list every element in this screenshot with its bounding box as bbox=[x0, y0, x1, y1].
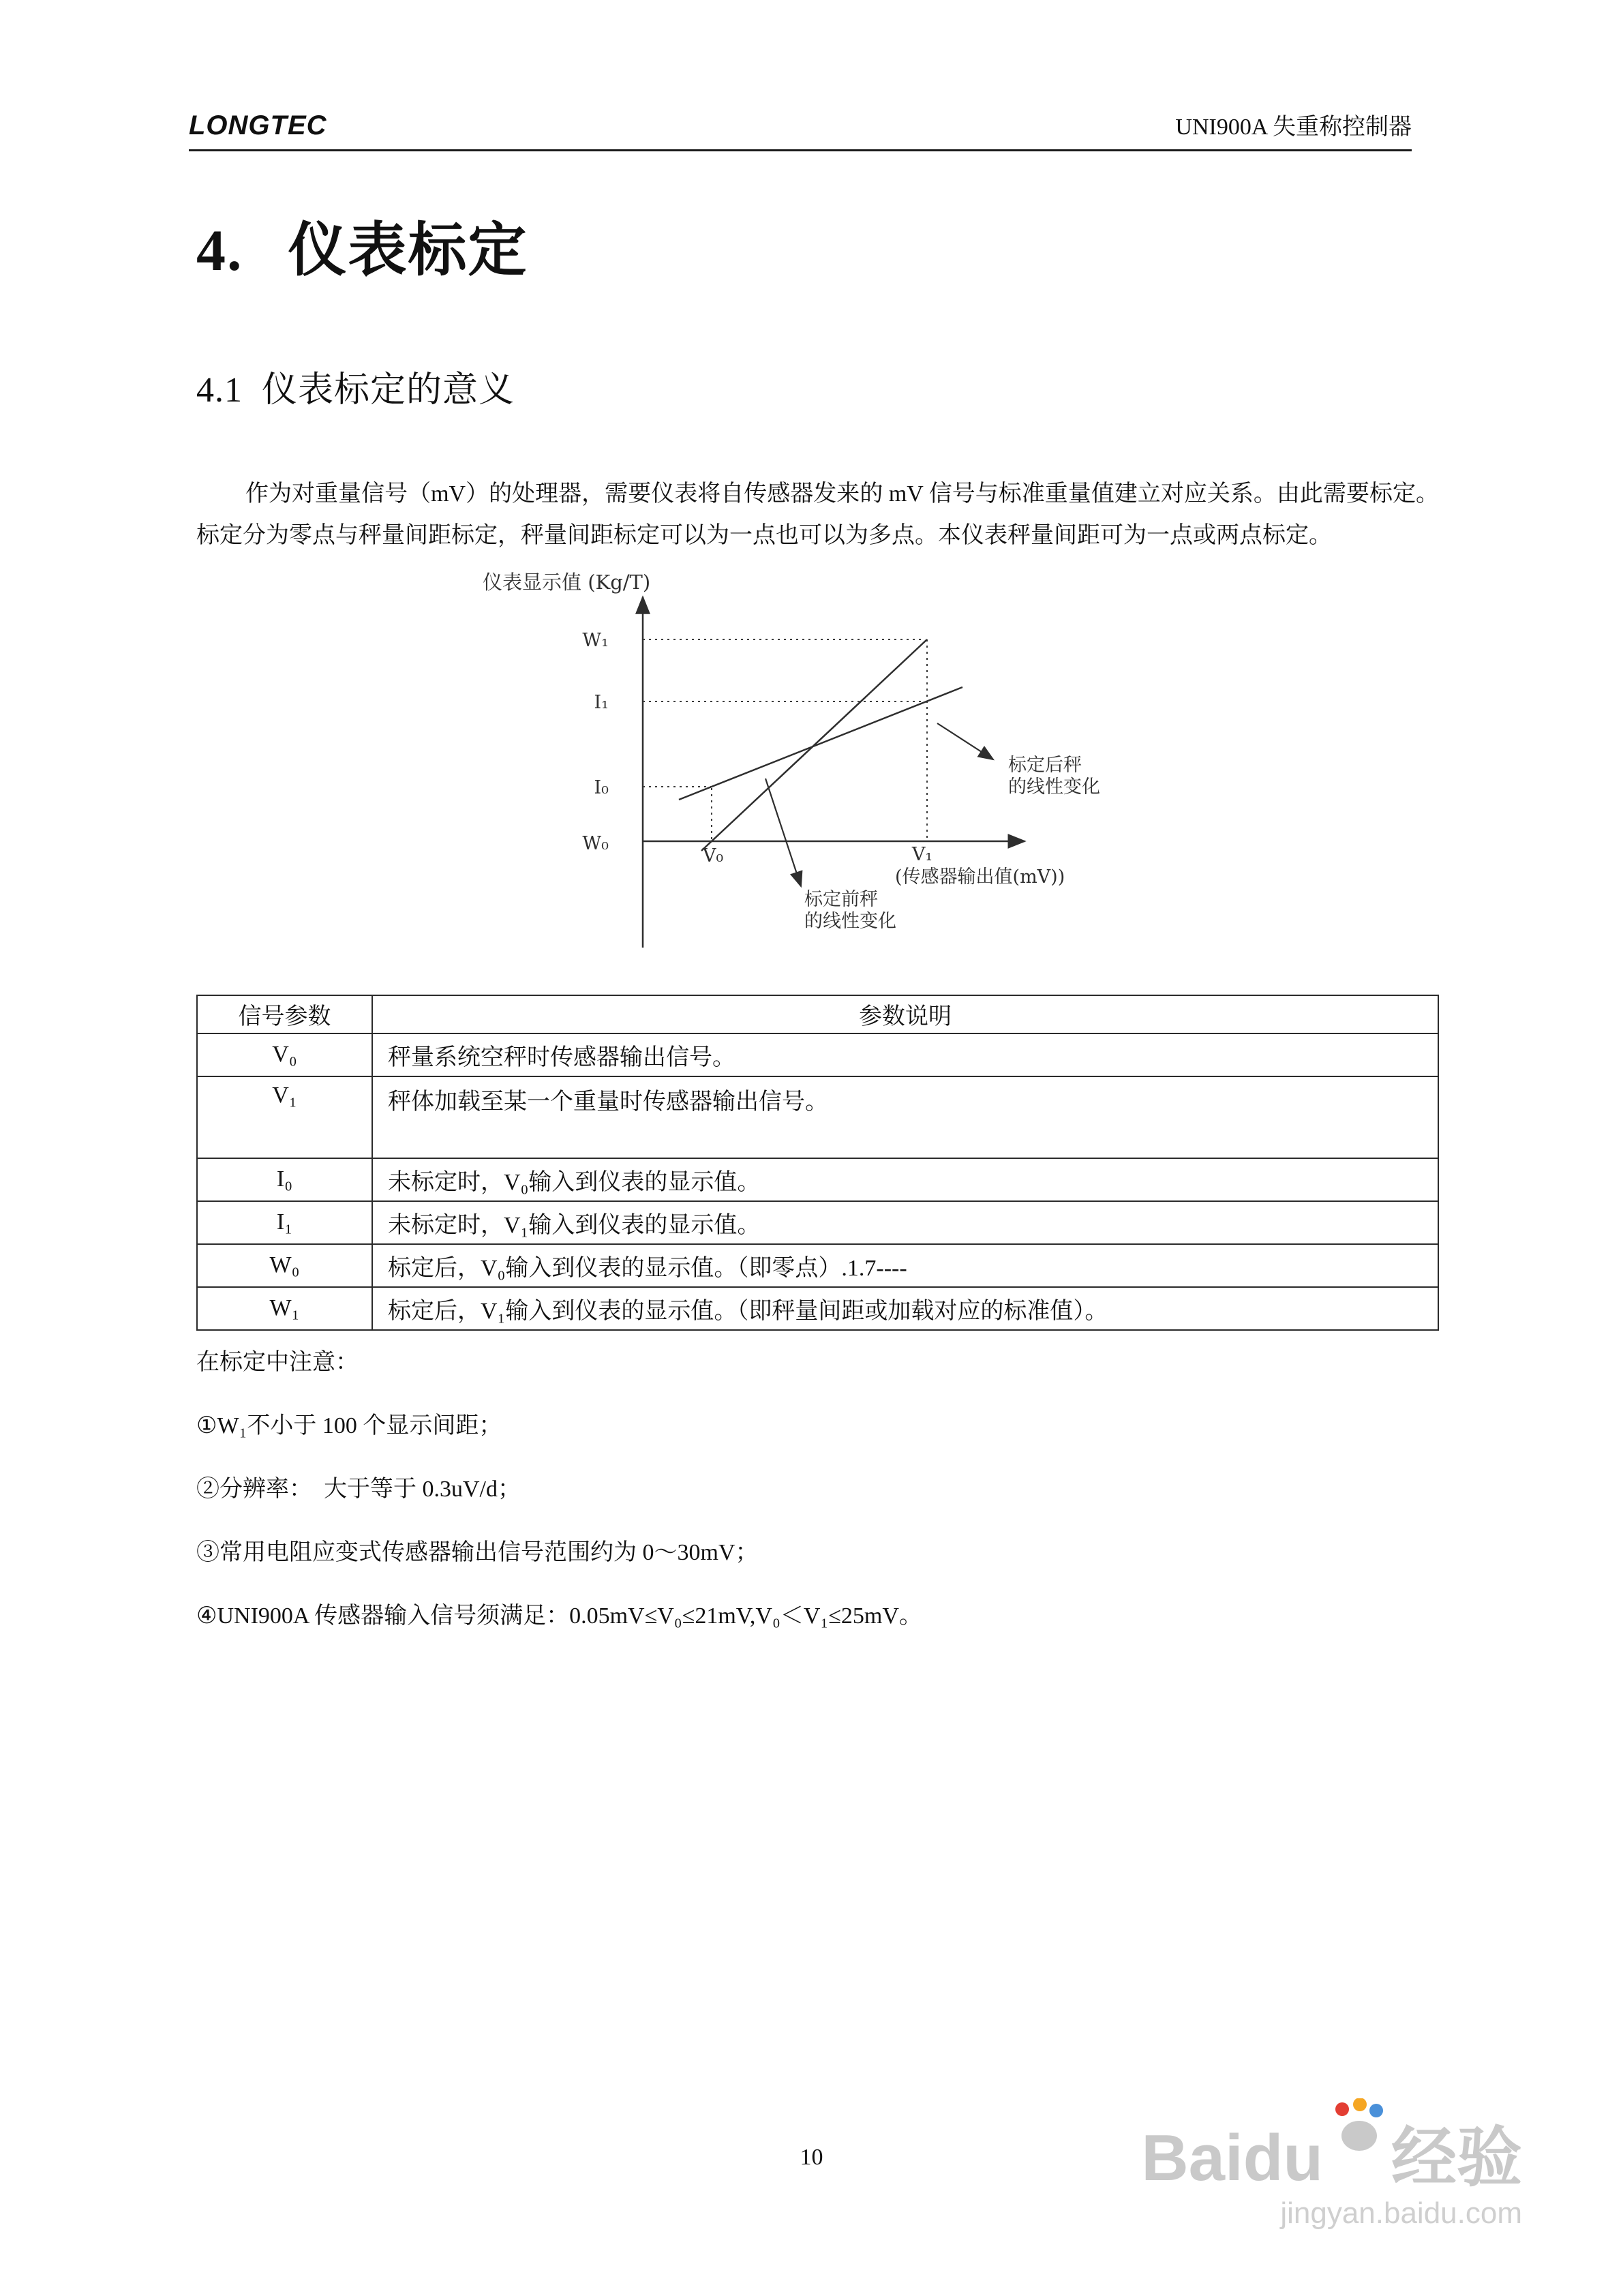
before-annotation-line2: 的线性变化 bbox=[804, 910, 896, 932]
before-annotation-line1: 标定前秤 bbox=[804, 888, 878, 910]
param-i0: I₀ bbox=[197, 1158, 372, 1201]
header-desc: 参数说明 bbox=[372, 995, 1438, 1033]
note-item-1: ①W₁不小于 100 个显示间距； bbox=[196, 1413, 502, 1438]
note-item-3: ③常用电阻应变式传感器输出信号范围约为 0～30mV； bbox=[196, 1539, 759, 1565]
param-w0: W₀ bbox=[197, 1244, 372, 1287]
tick-w0: W₀ bbox=[582, 832, 609, 854]
tick-i1: I₁ bbox=[594, 691, 609, 713]
after-annotation-line2: 的线性变化 bbox=[1008, 776, 1100, 798]
desc-i0: 未标定时，V₀输入到仪表的显示值。 bbox=[372, 1158, 1438, 1201]
paw-dot-orange bbox=[1353, 2098, 1367, 2111]
after-annotation-line1: 标定后秤 bbox=[1008, 754, 1082, 776]
table-row bbox=[197, 1076, 1438, 1158]
watermark-url: jingyan.baidu.com bbox=[1280, 2196, 1522, 2230]
desc-v0: 秤量系统空秤时传感器输出信号。 bbox=[372, 1033, 1438, 1076]
watermark-brand-suffix: 经验 bbox=[1391, 2121, 1522, 2194]
param-v1: V₁ bbox=[197, 1076, 372, 1158]
before-calibration-line bbox=[679, 687, 962, 800]
signal-parameter-table bbox=[196, 995, 1439, 1331]
table-row bbox=[197, 1201, 1438, 1244]
table-header-row bbox=[197, 995, 1438, 1033]
page-number: 10 bbox=[800, 2145, 823, 2170]
paw-pad bbox=[1341, 2121, 1377, 2151]
param-i1: I₁ bbox=[197, 1201, 372, 1244]
note-item-2: ②分辨率： 大于等于 0.3uV/d； bbox=[196, 1476, 521, 1502]
desc-w0: 标定后，V₀输入到仪表的显示值。（即零点）.1.7---- bbox=[372, 1244, 1438, 1287]
desc-v1: 秤体加载至某一个重量时传感器输出信号。 bbox=[372, 1076, 1438, 1158]
x-axis-title: (传感器输出值(mV)) bbox=[895, 866, 1065, 888]
baidu-jingyan-watermark bbox=[1141, 2098, 1522, 2231]
section-number: 4.1 bbox=[196, 370, 243, 410]
tick-w1: W₁ bbox=[582, 629, 609, 651]
before-annotation-arrow bbox=[765, 779, 801, 886]
calibration-diagram-svg bbox=[472, 569, 1168, 961]
param-v0: V₀ bbox=[197, 1033, 372, 1076]
param-w1: W₁ bbox=[197, 1287, 372, 1330]
header-param: 信号参数 bbox=[197, 995, 372, 1033]
note-item-4: ④UNI900A 传感器输入信号须满足：0.05mV≤V₀≤21mV,V₀＜V₁≤25mV。 bbox=[196, 1603, 922, 1629]
section-title-text: 仪表标定的意义 bbox=[262, 370, 515, 410]
chapter-number: 4. bbox=[196, 217, 243, 283]
watermark-brand-text: Baidu bbox=[1141, 2121, 1323, 2194]
company-logo: LONGTEC bbox=[189, 110, 327, 140]
chapter-title-text: 仪表标定 bbox=[288, 217, 528, 283]
watermark-brand-row bbox=[1141, 2098, 1522, 2194]
header-product-title: UNI900A 失重称控制器 bbox=[1175, 115, 1412, 140]
after-annotation-arrow bbox=[937, 723, 993, 759]
section-title bbox=[196, 361, 1439, 412]
desc-i1: 未标定时，V₁输入到仪表的显示值。 bbox=[372, 1201, 1438, 1244]
intro-paragraph: 作为对重量信号（mV）的处理器，需要仪表将自传感器发来的 mV 信号与标准重量值建立对应关系。由此需要标定。标定分为零点与秤量间距标定，秤量间距标定可以为一点也可以为多点。本仪表秤量间距可为一点或两点标定。 bbox=[196, 481, 1439, 548]
paw-dot-red bbox=[1335, 2102, 1349, 2116]
tick-v0: V₀ bbox=[702, 845, 724, 866]
chapter-title bbox=[196, 217, 1439, 284]
paw-dot-blue bbox=[1369, 2104, 1383, 2117]
table-row bbox=[197, 1287, 1438, 1330]
notes-lead: 在标定中注意： bbox=[196, 1349, 359, 1375]
table-row bbox=[197, 1033, 1438, 1076]
tick-i0: I₀ bbox=[594, 776, 609, 798]
y-axis-title: 仪表显示值 (Kg/T) bbox=[483, 570, 651, 594]
page-header bbox=[189, 108, 1412, 151]
page-content bbox=[196, 217, 1439, 1630]
calibration-diagram bbox=[472, 569, 1168, 961]
baidu-paw-icon bbox=[1330, 2098, 1387, 2156]
table-row bbox=[197, 1244, 1438, 1287]
desc-w1: 标定后，V₁输入到仪表的显示值。（即秤量间距或加载对应的标准值）。 bbox=[372, 1287, 1438, 1330]
table-row bbox=[197, 1158, 1438, 1201]
tick-v1: V₁ bbox=[911, 843, 933, 865]
